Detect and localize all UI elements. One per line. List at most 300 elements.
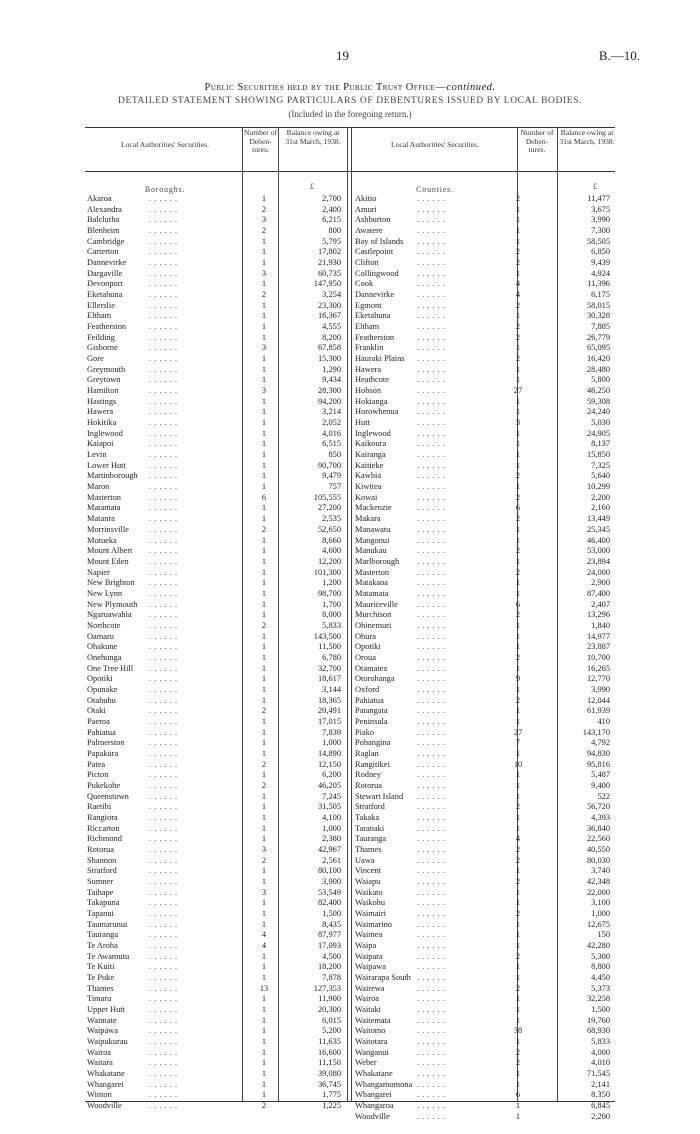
leader-dots: . . . . . . — [149, 951, 178, 961]
debenture-count: 1 — [261, 514, 267, 524]
debenture-count: 1 — [261, 866, 267, 876]
debenture-count: 1 — [515, 407, 521, 417]
leader-dots: . . . . . . — [417, 919, 446, 929]
balance-owing: 46,205 — [317, 780, 341, 790]
debenture-count: 1 — [261, 300, 267, 310]
debenture-count: 2 — [515, 492, 521, 502]
balance-owing: 12,044 — [586, 695, 610, 705]
balance-owing: 5,833 — [322, 620, 341, 630]
authority-name: Dargaville — [87, 268, 123, 278]
balance-owing: 5,833 — [591, 1037, 610, 1047]
table-row — [87, 536, 345, 547]
debenture-count: 1 — [515, 663, 521, 673]
leader-dots: . . . . . . — [417, 652, 446, 662]
leader-dots: . . . . . . — [149, 599, 178, 609]
balance-owing: 60,735 — [317, 268, 341, 278]
balance-owing: 5,300 — [591, 951, 610, 961]
leader-dots: . . . . . . — [149, 343, 178, 353]
debenture-count: 1 — [261, 994, 267, 1004]
debenture-count: 2 — [515, 983, 521, 993]
debenture-count: 1 — [261, 1047, 267, 1057]
leader-dots: . . . . . . — [149, 471, 178, 481]
balance-owing: 98,700 — [317, 588, 341, 598]
balance-owing: 2,700 — [322, 194, 341, 203]
authority-name: Timaru — [87, 994, 112, 1004]
table-row — [355, 845, 613, 856]
debenture-count: 1 — [261, 556, 267, 566]
debenture-count: 1 — [261, 642, 267, 652]
left-balance-header: Balance owing at 31st March, 1938. — [285, 128, 341, 146]
balance-owing: 10,700 — [586, 652, 610, 662]
leader-dots: . . . . . . — [149, 460, 178, 470]
authority-name: Patea — [87, 759, 106, 769]
authority-name: Maron — [87, 482, 110, 492]
balance-owing: 4,450 — [591, 973, 610, 983]
leader-dots: . . . . . . — [149, 834, 178, 844]
table-row — [87, 343, 345, 354]
balance-owing: 15,300 — [317, 354, 341, 364]
balance-owing: 4,010 — [591, 1058, 610, 1068]
debenture-count: 1 — [515, 941, 521, 951]
leader-dots: . . . . . . — [149, 802, 178, 812]
balance-owing: 23,887 — [586, 642, 610, 652]
authority-name: Opunake — [87, 684, 118, 694]
table-row — [355, 343, 613, 354]
authority-name: Matamata — [87, 503, 121, 513]
authority-name: One Tree Hill — [87, 663, 134, 673]
leader-dots: . . . . . . — [417, 674, 446, 684]
balance-owing: 5,795 — [322, 236, 341, 246]
authority-name: Hokitika — [87, 418, 117, 428]
leader-dots: . . . . . . — [149, 791, 178, 801]
authority-name: Northcote — [87, 620, 121, 630]
authority-name: Ohura — [355, 631, 376, 641]
table-row — [355, 322, 613, 333]
debenture-count: 3 — [261, 215, 267, 225]
leader-dots: . . . . . . — [417, 300, 446, 310]
balance-owing: 2,141 — [591, 1079, 610, 1089]
table-row — [355, 333, 613, 344]
debenture-count: 1 — [515, 268, 521, 278]
debenture-count: 1 — [261, 567, 267, 577]
debenture-count: 13 — [259, 983, 269, 993]
debenture-count: 1 — [515, 482, 521, 492]
debenture-count: 1 — [515, 1037, 521, 1047]
debenture-count: 1 — [261, 407, 267, 417]
leader-dots: . . . . . . — [417, 684, 446, 694]
authority-name: Featherston — [87, 322, 127, 332]
debenture-count: 2 — [515, 652, 521, 662]
balance-owing: 80,030 — [586, 855, 610, 865]
counties-heading: Counties. — [416, 185, 454, 194]
debenture-count: 1 — [515, 524, 521, 534]
right-balance-header: Balance owing at 31st March, 1938. — [559, 128, 615, 146]
authority-name: Matakaoa — [355, 578, 389, 588]
table-row — [87, 493, 345, 504]
table-row — [355, 674, 613, 685]
authority-name: Egmont — [355, 300, 382, 310]
leader-dots: . . . . . . — [149, 887, 178, 897]
table-row — [355, 621, 613, 632]
authority-name: Whakatane — [87, 1069, 125, 1079]
page-number: 19 — [336, 48, 349, 63]
debenture-count: 1 — [515, 887, 521, 897]
authority-name: Waikohu — [355, 898, 386, 908]
table-row — [355, 781, 613, 792]
authority-name: Onehunga — [87, 652, 122, 662]
balance-owing: 42,348 — [586, 877, 610, 886]
authority-name: Kawhia — [355, 471, 382, 481]
debenture-count: 3 — [515, 418, 521, 428]
balance-owing: 2,407 — [591, 599, 610, 609]
leader-dots: . . . . . . — [149, 674, 178, 684]
authority-name: Levin — [87, 450, 107, 460]
debenture-count: 2 — [261, 524, 267, 534]
table-row — [87, 877, 345, 888]
balance-owing: 61,939 — [586, 706, 610, 716]
leader-dots: . . . . . . — [149, 556, 178, 566]
authority-name: Uawa — [355, 855, 375, 865]
leader-dots: . . . . . . — [149, 727, 178, 737]
table-row — [87, 984, 345, 995]
table-row — [87, 792, 345, 803]
balance-owing: 6,015 — [322, 1015, 341, 1025]
balance-owing: 2,561 — [322, 855, 341, 865]
debenture-count: 1 — [515, 930, 521, 940]
leader-dots: . . . . . . — [149, 716, 178, 726]
leader-dots: . . . . . . — [149, 823, 178, 833]
balance-owing: 2,535 — [322, 514, 341, 524]
debenture-count: 9 — [515, 674, 521, 684]
authority-name: Sumner — [87, 877, 114, 886]
leader-dots: . . . . . . — [417, 354, 446, 364]
balance-owing: 40,550 — [586, 844, 610, 854]
authority-name: Te Kuiti — [87, 962, 115, 972]
leader-dots: . . . . . . — [417, 716, 446, 726]
leader-dots: . . . . . . — [417, 1111, 446, 1121]
authority-name: Waipawa — [355, 962, 386, 972]
leader-dots: . . . . . . — [149, 642, 178, 652]
table-row — [355, 642, 613, 653]
authority-name: Te Awamutu — [87, 951, 130, 961]
table-row — [355, 770, 613, 781]
leader-dots: . . . . . . — [417, 439, 446, 449]
debenture-count: 1 — [261, 482, 267, 492]
table-row — [87, 589, 345, 600]
balance-owing: 1,500 — [591, 1005, 610, 1015]
authority-name: Hawera — [355, 364, 382, 374]
debenture-count: 2 — [515, 1058, 521, 1068]
authority-name: Otahuhu — [87, 695, 116, 705]
debenture-count: 1 — [261, 311, 267, 321]
balance-owing: 46,250 — [586, 386, 610, 396]
debenture-count: 2 — [515, 514, 521, 524]
leader-dots: . . . . . . — [417, 578, 446, 588]
table-row — [355, 696, 613, 707]
table-row — [87, 600, 345, 611]
table-row — [355, 258, 613, 269]
leader-dots: . . . . . . — [149, 684, 178, 694]
debenture-count: 1 — [261, 428, 267, 438]
debenture-count: 1 — [261, 684, 267, 694]
debenture-count: 1 — [261, 1069, 267, 1079]
balance-owing: 32,258 — [586, 994, 610, 1004]
debenture-count: 1 — [261, 322, 267, 332]
balance-owing: 8,200 — [322, 332, 341, 342]
authority-name: Waimea — [355, 930, 383, 940]
authority-name: Hokianga — [355, 396, 388, 406]
authority-name: Picton — [87, 770, 109, 780]
table-row — [355, 1112, 613, 1123]
leader-dots: . . . . . . — [417, 898, 446, 908]
debenture-count: 1 — [261, 791, 267, 801]
balance-owing: 101,300 — [313, 567, 341, 577]
leader-dots: . . . . . . — [417, 599, 446, 609]
authority-name: Whangarei — [87, 1079, 124, 1089]
balance-owing: 22,560 — [586, 834, 610, 844]
table-row — [355, 354, 613, 365]
leader-dots: . . . . . . — [417, 962, 446, 972]
authority-name: Amuri — [355, 204, 377, 214]
table-row — [355, 450, 613, 461]
leader-dots: . . . . . . — [417, 1005, 446, 1015]
table-row — [87, 653, 345, 664]
debenture-count: 1 — [261, 631, 267, 641]
table-row — [87, 269, 345, 280]
authority-name: Waimairi — [355, 909, 386, 919]
authority-name: Hobson — [355, 386, 382, 396]
balance-owing: 2,200 — [591, 492, 610, 502]
leader-dots: . . . . . . — [417, 823, 446, 833]
authority-name: Pukekohe — [87, 780, 121, 790]
balance-owing: 3,144 — [322, 684, 341, 694]
authority-name: Collingwood — [355, 268, 399, 278]
leader-dots: . . . . . . — [149, 1026, 178, 1036]
table-row — [355, 247, 613, 258]
balance-owing: 7,839 — [322, 727, 341, 737]
balance-owing: 6,515 — [322, 439, 341, 449]
debenture-count: 1 — [515, 962, 521, 972]
debenture-count: 1 — [261, 695, 267, 705]
leader-dots: . . . . . . — [149, 1058, 178, 1068]
debenture-count: 6 — [515, 599, 521, 609]
leader-dots: . . . . . . — [149, 844, 178, 854]
leader-dots: . . . . . . — [149, 375, 178, 385]
leader-dots: . . . . . . — [149, 620, 178, 630]
table-row — [87, 397, 345, 408]
balance-owing: 9,400 — [591, 780, 610, 790]
authority-name: Waitaki — [355, 1005, 381, 1015]
table-row — [355, 471, 613, 482]
authority-name: Oxford — [355, 684, 380, 694]
table-row — [355, 1048, 613, 1059]
leader-dots: . . . . . . — [149, 738, 178, 748]
debenture-count: 1 — [515, 450, 521, 460]
balance-owing: 22,000 — [586, 887, 610, 897]
table-row — [355, 205, 613, 216]
table-row — [355, 760, 613, 771]
balance-owing: 7,878 — [322, 973, 341, 983]
balance-owing: 56,720 — [586, 802, 610, 812]
balance-owing: 11,396 — [587, 279, 610, 289]
table-row — [87, 696, 345, 707]
authority-name: Upper Hutt — [87, 1005, 125, 1015]
debenture-count: 1 — [515, 375, 521, 385]
leader-dots: . . . . . . — [149, 1101, 178, 1111]
authority-name: New Lynn — [87, 588, 123, 598]
balance-owing: 21,930 — [317, 258, 341, 268]
table-row — [87, 962, 345, 973]
double-divider — [347, 127, 352, 1102]
authority-name: Paeroa — [87, 716, 110, 726]
leader-dots: . . . . . . — [417, 738, 446, 748]
authority-name: Otaki — [87, 706, 106, 716]
debenture-count: 1 — [515, 973, 521, 983]
authority-name: Rotorua — [355, 780, 382, 790]
left-currency: £ — [310, 182, 314, 191]
debenture-count: 1 — [261, 194, 267, 203]
table-row — [355, 546, 613, 557]
debenture-count: 1 — [515, 460, 521, 470]
debenture-count: 1 — [261, 247, 267, 257]
authority-name: Peninsula — [355, 716, 388, 726]
leader-dots: . . . . . . — [417, 322, 446, 332]
debenture-count: 1 — [261, 610, 267, 620]
balance-owing: 1,000 — [322, 823, 341, 833]
authority-name: Waitotara — [355, 1037, 388, 1047]
leader-dots: . . . . . . — [417, 727, 446, 737]
authority-name: Kaiapoi — [87, 439, 114, 449]
leader-dots: . . . . . . — [417, 503, 446, 513]
table-row — [87, 824, 345, 835]
authority-name: Devonport — [87, 279, 123, 289]
table-row — [87, 333, 345, 344]
debenture-count: 38 — [513, 1026, 523, 1036]
table-row — [355, 397, 613, 408]
authority-name: Rotorua — [87, 844, 114, 854]
balance-owing: 23,894 — [586, 556, 610, 566]
authority-name: Whangamomona — [355, 1079, 413, 1089]
leader-dots: . . . . . . — [149, 428, 178, 438]
debenture-count: 1 — [261, 951, 267, 961]
leader-dots: . . . . . . — [417, 460, 446, 470]
balance-owing: 13,296 — [586, 610, 610, 620]
leader-dots: . . . . . . — [149, 1015, 178, 1025]
table-row — [355, 792, 613, 803]
balance-owing: 147,950 — [313, 279, 341, 289]
balance-owing: 17,802 — [317, 247, 341, 257]
debenture-count: 1 — [515, 780, 521, 790]
authority-name: Takaka — [355, 812, 380, 822]
table-row — [355, 461, 613, 472]
table-row — [355, 738, 613, 749]
debenture-count: 2 — [261, 706, 267, 716]
balance-owing: 522 — [597, 791, 610, 801]
table-row — [87, 247, 345, 258]
balance-owing: 143,500 — [313, 631, 341, 641]
leader-dots: . . . . . . — [149, 354, 178, 364]
leader-dots: . . . . . . — [149, 866, 178, 876]
table-row — [355, 952, 613, 963]
authority-name: Tauranga — [87, 930, 119, 940]
debenture-count: 1 — [261, 535, 267, 545]
authority-name: Franklin — [355, 343, 384, 353]
authority-name: Motueka — [87, 535, 117, 545]
debenture-count: 1 — [515, 578, 521, 588]
debenture-count: 4 — [261, 930, 267, 940]
debenture-count: 1 — [261, 663, 267, 673]
balance-owing: 28,480 — [586, 364, 610, 374]
debenture-count: 2 — [515, 567, 521, 577]
table-row — [355, 610, 613, 621]
authority-name: Taranaki — [355, 823, 385, 833]
authority-name: Stewart Island — [355, 791, 404, 801]
leader-dots: . . . . . . — [417, 535, 446, 545]
debenture-count: 2 — [515, 610, 521, 620]
balance-owing: 8,660 — [322, 535, 341, 545]
debenture-count: 4 — [261, 941, 267, 951]
leader-dots: . . . . . . — [149, 535, 178, 545]
table-row — [87, 386, 345, 397]
debenture-count: 4 — [515, 290, 521, 300]
balance-owing: 42,967 — [317, 844, 341, 854]
table-row — [355, 301, 613, 312]
balance-owing: 36,745 — [317, 1079, 341, 1089]
balance-owing: 39,080 — [317, 1069, 341, 1079]
debenture-count: 1 — [261, 748, 267, 758]
table-row — [355, 824, 613, 835]
balance-owing: 1,500 — [322, 909, 341, 919]
balance-owing: 3,900 — [322, 877, 341, 886]
table-row — [87, 301, 345, 312]
authority-name: Palmerston — [87, 738, 125, 748]
authority-name: Dannevirke — [355, 290, 395, 300]
leader-dots: . . . . . . — [149, 247, 178, 257]
right-number-header: Number of Deben- tures. — [520, 128, 554, 154]
table-row — [355, 888, 613, 899]
table-row — [87, 834, 345, 845]
leader-dots: . . . . . . — [149, 300, 178, 310]
debenture-count: 1 — [515, 343, 521, 353]
leader-dots: . . . . . . — [149, 930, 178, 940]
balance-owing: 30,328 — [586, 311, 610, 321]
authority-name: Napier — [87, 567, 110, 577]
leader-dots: . . . . . . — [417, 290, 446, 300]
balance-owing: 4,600 — [322, 546, 341, 556]
balance-owing: 2,160 — [591, 503, 610, 513]
table-row — [87, 888, 345, 899]
page-header — [0, 48, 700, 68]
debenture-count: 1 — [515, 770, 521, 780]
table-row — [87, 471, 345, 482]
debenture-count: 4 — [515, 834, 521, 844]
authority-name: Cook — [355, 279, 374, 289]
balance-owing: 2,400 — [322, 204, 341, 214]
table-row — [355, 973, 613, 984]
leader-dots: . . . . . . — [149, 919, 178, 929]
leader-dots: . . . . . . — [417, 247, 446, 257]
table-row — [87, 781, 345, 792]
leader-dots: . . . . . . — [149, 695, 178, 705]
authority-name: Featherston — [355, 332, 395, 342]
authority-name: Heathcote — [355, 375, 389, 385]
table-row — [355, 685, 613, 696]
debenture-count: 1 — [261, 973, 267, 983]
leader-dots: . . . . . . — [417, 759, 446, 769]
leader-dots: . . . . . . — [149, 279, 178, 289]
debenture-count: 1 — [515, 204, 521, 214]
page-title — [0, 82, 700, 93]
